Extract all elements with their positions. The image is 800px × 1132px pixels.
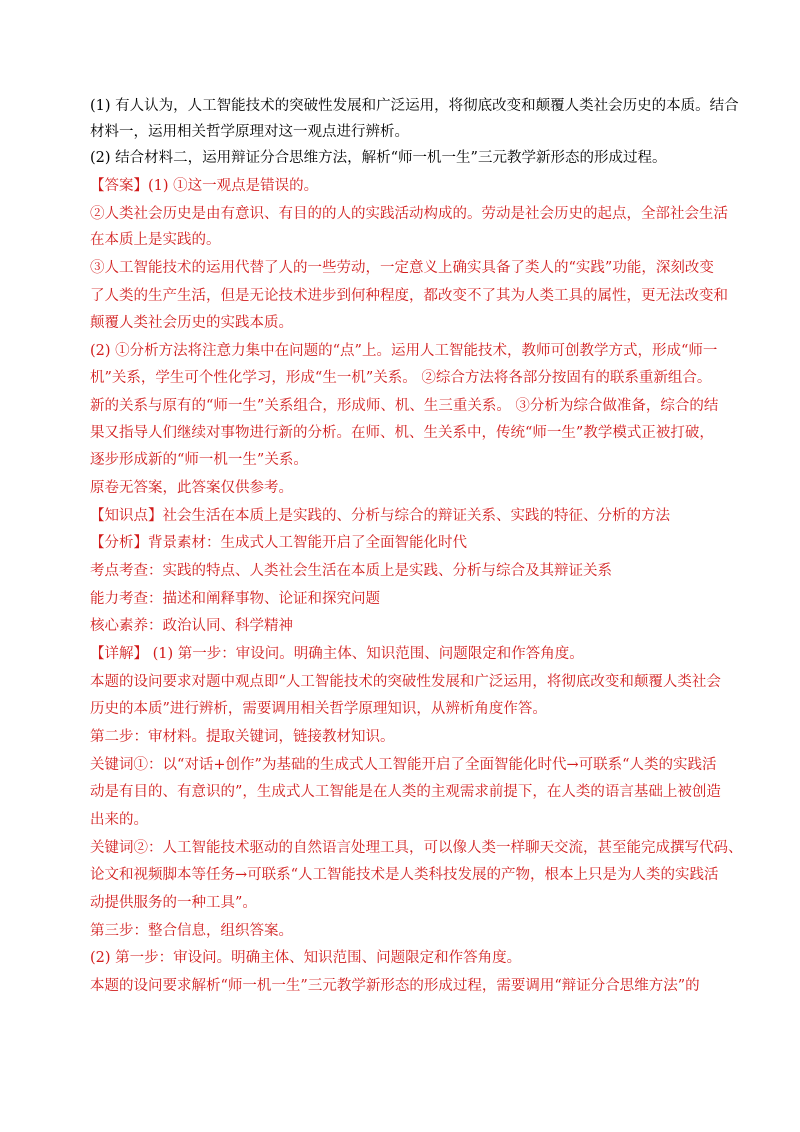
question-1-line-2: 材料一，运用相关哲学原理对这一观点进行辨析。 xyxy=(90,124,409,140)
answer-heading-line: 【答案】(1) ①这一观点是错误的。 xyxy=(90,178,319,194)
answer-text-line: 颠覆人类社会历史的实践本质。 xyxy=(90,315,293,331)
answer-text-line: 逐步形成新的“师一机一生”关系。 xyxy=(90,452,308,468)
answer-text-line: 新的关系与原有的“师一生”关系组合，形成师、机、生三重关系。 ③分析为综合做准备，综合的结 xyxy=(90,398,719,414)
answer-text-line: (2) ①分析方法将注意力集中在问题的“点”上。运用人工智能技术，教师可创教学方式，形成“师一 xyxy=(90,343,718,359)
answer-text-line: 了人类的生产生活，但是无论技术进步到何种程度，都改变不了其为人类工具的属性，更无法改变和 xyxy=(90,288,728,304)
detail-text-line: 关键词①：以“对话+创作”为基础的生成式人工智能开启了全面智能化时代→可联系“人类的实践活 xyxy=(90,757,717,773)
analysis-text-line: 能力考查：描述和阐释事物、论证和探究问题 xyxy=(90,591,380,607)
analysis-text-line: 考点考查：实践的特点、人类社会生活在本质上是实践、分析与综合及其辩证关系 xyxy=(90,563,612,579)
answer-text-line: 果又指导人们继续对事物进行新的分析。在师、机、生关系中，传统“师一生”教学模式正被打破， xyxy=(90,425,714,441)
detail-text-line: 历史的本质”进行辨析，需要调用相关哲学原理知识，从辨析角度作答。 xyxy=(90,701,547,717)
detail-text-line: 第三步：整合信息，组织答案。 xyxy=(90,923,293,939)
analysis-heading-line: 【分析】背景素材：生成式人工智能开启了全面智能化时代 xyxy=(90,535,467,551)
answer-text-line: ②人类社会历史是由有意识、有目的的人的实践活动构成的。劳动是社会历史的起点，全部社会生活 xyxy=(90,206,728,222)
detail-text-line: 本题的设问要求对题中观点即“人工智能技术的突破性发展和广泛运用，将彻底改变和颠覆人类社会 xyxy=(90,674,721,690)
answer-text-line: 机”关系，学生可个性化学习，形成“生一机”关系。 ②综合方法将各部分按固有的联系重新组合。 xyxy=(90,370,712,386)
answer-text-line: 在本质上是实践的。 xyxy=(90,232,221,248)
detail-text-line: 第二步：审材料。提取关键词，链接教材知识。 xyxy=(90,729,395,745)
question-1-line-1: (1) 有人认为，人工智能技术的突破性发展和广泛运用，将彻底改变和颠覆人类社会历史的本质。结合 xyxy=(90,98,739,114)
detail-text-line: (2) 第一步：审设问。明确主体、知识范围、问题限定和作答角度。 xyxy=(90,950,522,966)
detail-text-line: 关键词②：人工智能技术驱动的自然语言处理工具，可以像人类一样聊天交流，甚至能完成撰写代码、 xyxy=(90,840,743,856)
knowledge-point-line: 【知识点】社会生活在本质上是实践的、分析与综合的辩证关系、实践的特征、分析的方法 xyxy=(90,508,670,524)
detail-text-line: 论文和视频脚本等任务→可联系“人工智能技术是人类科技发展的产物，根本上只是为人类的实践活 xyxy=(90,867,719,883)
answer-text-line: ③人工智能技术的运用代替了人的一些劳动，一定意义上确实具备了类人的“实践”功能，深刻改变 xyxy=(90,260,714,276)
detail-text-line: 出来的。 xyxy=(90,812,148,828)
detail-text-line: 动提供服务的一种工具”。 xyxy=(90,895,257,911)
answer-note-line: 原卷无答案，此答案仅供参考。 xyxy=(90,480,293,496)
detail-text-line: 本题的设问要求解析“师一机一生”三元教学新形态的形成过程，需要调用“辩证分合思维方法”的 xyxy=(90,978,700,994)
detail-heading-line: 【详解】 (1) 第一步：审设问。明确主体、知识范围、问题限定和作答角度。 xyxy=(90,646,584,662)
analysis-text-line: 核心素养：政治认同、科学精神 xyxy=(90,618,293,634)
detail-text-line: 动是有目的、有意识的”，生成式人工智能是在人类的主观需求前提下，在人类的语言基础上被创造 xyxy=(90,784,721,800)
question-2-line: (2) 结合材料二，运用辩证分合思维方法，解析“师一机一生”三元教学新形态的形成过程。 xyxy=(90,150,667,166)
